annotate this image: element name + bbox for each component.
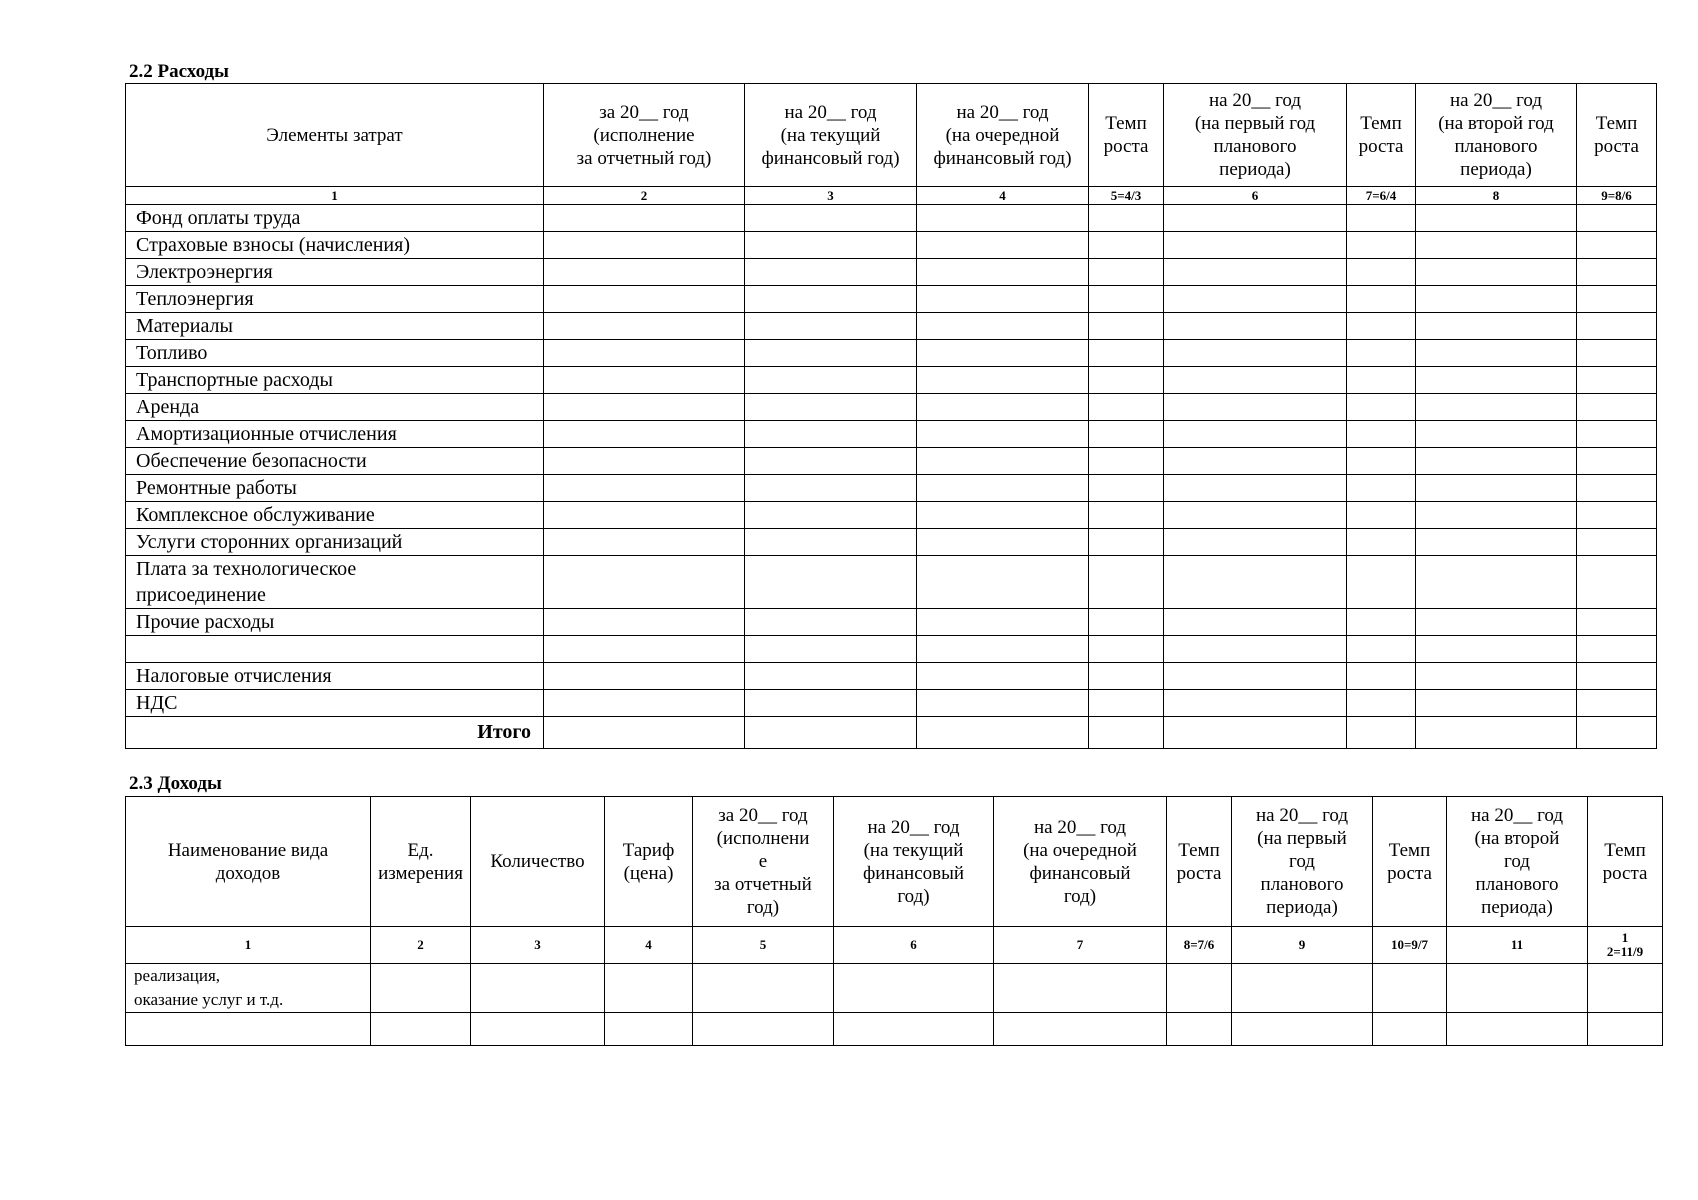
column-header: Темп роста [1089, 84, 1164, 187]
input-cell[interactable] [544, 689, 745, 716]
input-cell[interactable] [544, 475, 745, 502]
row-label: Амортизационные отчисления [126, 421, 544, 448]
row-label: Теплоэнергия [126, 286, 544, 313]
input-cell[interactable] [1416, 205, 1577, 232]
input-cell[interactable] [1447, 964, 1588, 1013]
table-row [126, 313, 1657, 340]
column-number: 2 [371, 927, 471, 964]
table-row [126, 286, 1657, 313]
input-cell[interactable] [544, 259, 745, 286]
input-cell[interactable] [1089, 636, 1164, 663]
table-row [126, 367, 1657, 394]
column-number: 7=6/4 [1347, 187, 1416, 205]
column-header: за 20__ год (исполнение за отчетный год) [544, 84, 745, 187]
table-row [126, 609, 1657, 636]
column-header: Темп роста [1167, 797, 1232, 927]
table-row [126, 340, 1657, 367]
input-cell[interactable] [1164, 205, 1347, 232]
total-cell[interactable] [745, 716, 917, 748]
input-cell[interactable] [994, 1013, 1167, 1046]
input-cell[interactable] [1416, 232, 1577, 259]
input-cell[interactable] [745, 609, 917, 636]
input-cell[interactable] [1347, 529, 1416, 556]
input-cell[interactable] [1347, 502, 1416, 529]
column-number: 1 [126, 927, 371, 964]
input-cell[interactable] [1089, 609, 1164, 636]
input-cell[interactable] [471, 964, 605, 1013]
column-header: на 20__ год (на очередной финансовый год) [917, 84, 1089, 187]
input-cell[interactable] [693, 964, 834, 1013]
input-cell[interactable] [1164, 556, 1347, 609]
table-row [126, 662, 1657, 689]
input-cell[interactable] [1089, 689, 1164, 716]
row-label: Фонд оплаты труда [126, 205, 544, 232]
row-label: Комплексное обслуживание [126, 502, 544, 529]
column-number: 7 [994, 927, 1167, 964]
input-cell[interactable] [1416, 340, 1577, 367]
input-cell[interactable] [1164, 259, 1347, 286]
input-cell[interactable] [1577, 609, 1657, 636]
input-cell[interactable] [1089, 421, 1164, 448]
column-header: на 20__ год (на первый год планового периода) [1232, 797, 1373, 927]
input-cell[interactable] [544, 421, 745, 448]
column-number: 9=8/6 [1577, 187, 1657, 205]
column-header: на 20__ год (на второй год планового периода) [1447, 797, 1588, 927]
input-cell[interactable] [1416, 502, 1577, 529]
input-cell[interactable] [1089, 313, 1164, 340]
input-cell[interactable] [605, 964, 693, 1013]
row-label: Аренда [126, 394, 544, 421]
input-cell[interactable] [917, 421, 1089, 448]
table-row [126, 636, 1657, 663]
input-cell[interactable] [544, 529, 745, 556]
row-label: Электроэнергия [126, 259, 544, 286]
column-number: 10=9/7 [1373, 927, 1447, 964]
input-cell[interactable] [371, 1013, 471, 1046]
column-header: Темп роста [1347, 84, 1416, 187]
input-cell[interactable] [544, 556, 745, 609]
input-cell[interactable] [1089, 475, 1164, 502]
input-cell[interactable] [745, 259, 917, 286]
column-number: 3 [471, 927, 605, 964]
input-cell[interactable] [745, 689, 917, 716]
row-label: Налоговые отчисления [126, 662, 544, 689]
input-cell[interactable] [1577, 313, 1657, 340]
column-header: на 20__ год (на очередной финансовый год) [994, 797, 1167, 927]
input-cell[interactable] [1089, 662, 1164, 689]
input-cell[interactable] [745, 529, 917, 556]
input-cell[interactable] [1164, 609, 1347, 636]
input-cell[interactable] [745, 367, 917, 394]
input-cell[interactable] [1416, 689, 1577, 716]
input-cell[interactable] [745, 475, 917, 502]
total-cell[interactable] [1577, 716, 1657, 748]
table-row [126, 475, 1657, 502]
input-cell[interactable] [1416, 313, 1577, 340]
input-cell[interactable] [917, 529, 1089, 556]
input-cell[interactable] [1089, 502, 1164, 529]
row-label: Ремонтные работы [126, 475, 544, 502]
table-row [126, 205, 1657, 232]
table-row [126, 421, 1657, 448]
column-header: на 20__ год (на первый год планового периода) [1164, 84, 1347, 187]
column-number: 8 [1416, 187, 1577, 205]
column-number: 6 [1164, 187, 1347, 205]
income-table [125, 796, 1663, 1046]
expenses-table [125, 83, 1657, 749]
row-label: Топливо [126, 340, 544, 367]
row-label: Страховые взносы (начисления) [126, 232, 544, 259]
input-cell[interactable] [471, 1013, 605, 1046]
input-cell[interactable] [1577, 662, 1657, 689]
input-cell[interactable] [1089, 394, 1164, 421]
row-label: реализация, оказание услуг и т.д. [126, 964, 371, 1013]
input-cell[interactable] [1416, 636, 1577, 663]
input-cell[interactable] [544, 448, 745, 475]
input-cell[interactable] [1347, 340, 1416, 367]
column-number: 9 [1232, 927, 1373, 964]
input-cell[interactable] [745, 662, 917, 689]
column-header: на 20__ год (на второй год планового периода) [1416, 84, 1577, 187]
input-cell[interactable] [1347, 367, 1416, 394]
row-label: Обеспечение безопасности [126, 448, 544, 475]
input-cell[interactable] [544, 367, 745, 394]
input-cell[interactable] [1577, 421, 1657, 448]
input-cell[interactable] [1416, 286, 1577, 313]
input-cell[interactable] [1577, 232, 1657, 259]
input-cell[interactable] [544, 502, 745, 529]
input-cell[interactable] [1373, 1013, 1447, 1046]
column-number: 4 [605, 927, 693, 964]
total-label: Итого [126, 716, 544, 748]
input-cell[interactable] [1577, 556, 1657, 609]
column-number: 4 [917, 187, 1089, 205]
table-row [126, 394, 1657, 421]
column-number: 5=4/3 [1089, 187, 1164, 205]
input-cell[interactable] [1577, 259, 1657, 286]
column-header: Количество [471, 797, 605, 927]
input-cell[interactable] [1447, 1013, 1588, 1046]
row-label: Плата за технологическое присоединение [126, 556, 544, 609]
input-cell[interactable] [1089, 556, 1164, 609]
expenses-section-title: 2.2 Расходы [129, 61, 229, 82]
row-label: Материалы [126, 313, 544, 340]
input-cell[interactable] [917, 259, 1089, 286]
column-header: за 20__ год (исполнени е за отчетный год) [693, 797, 834, 927]
column-header: Тариф (цена) [605, 797, 693, 927]
input-cell[interactable] [1164, 689, 1347, 716]
input-cell[interactable] [745, 340, 917, 367]
row-label: Прочие расходы [126, 609, 544, 636]
input-cell[interactable] [1347, 636, 1416, 663]
input-cell[interactable] [1347, 475, 1416, 502]
input-cell[interactable] [917, 636, 1089, 663]
column-header: Темп роста [1373, 797, 1447, 927]
input-cell[interactable] [1577, 529, 1657, 556]
input-cell[interactable] [1416, 259, 1577, 286]
input-cell[interactable] [1347, 259, 1416, 286]
total-row [126, 716, 1657, 748]
input-cell[interactable] [1577, 636, 1657, 663]
input-cell[interactable] [544, 662, 745, 689]
column-header: Элементы затрат [126, 84, 544, 187]
column-number-row [126, 927, 1663, 964]
input-cell[interactable] [1416, 367, 1577, 394]
total-cell[interactable] [1089, 716, 1164, 748]
total-cell[interactable] [917, 716, 1089, 748]
input-cell[interactable] [1416, 475, 1577, 502]
input-cell[interactable] [1416, 609, 1577, 636]
input-cell[interactable] [917, 556, 1089, 609]
input-cell[interactable] [1588, 964, 1663, 1013]
input-cell[interactable] [1577, 448, 1657, 475]
input-cell[interactable] [1347, 394, 1416, 421]
input-cell[interactable] [1416, 394, 1577, 421]
input-cell[interactable] [745, 502, 917, 529]
input-cell[interactable] [1164, 421, 1347, 448]
input-cell[interactable] [1416, 529, 1577, 556]
table-row [126, 556, 1657, 609]
input-cell[interactable] [1164, 529, 1347, 556]
input-cell[interactable] [1347, 556, 1416, 609]
column-number: 2 [544, 187, 745, 205]
input-cell[interactable] [1164, 394, 1347, 421]
input-cell[interactable] [917, 340, 1089, 367]
input-cell[interactable] [1164, 286, 1347, 313]
input-cell[interactable] [544, 636, 745, 663]
input-cell[interactable] [745, 394, 917, 421]
input-cell[interactable] [1347, 662, 1416, 689]
input-cell[interactable] [1089, 529, 1164, 556]
input-cell[interactable] [1089, 286, 1164, 313]
input-cell[interactable] [1416, 421, 1577, 448]
input-cell[interactable] [745, 313, 917, 340]
input-cell[interactable] [371, 964, 471, 1013]
input-cell[interactable] [544, 286, 745, 313]
input-cell[interactable] [1347, 421, 1416, 448]
column-number: 6 [834, 927, 994, 964]
input-cell[interactable] [1164, 367, 1347, 394]
input-cell[interactable] [1089, 232, 1164, 259]
table-row [126, 232, 1657, 259]
input-cell[interactable] [745, 421, 917, 448]
input-cell[interactable] [1577, 205, 1657, 232]
column-header: Ед. измерения [371, 797, 471, 927]
input-cell[interactable] [693, 1013, 834, 1046]
income-section-title: 2.3 Доходы [129, 773, 222, 794]
table-row [126, 448, 1657, 475]
input-cell[interactable] [745, 556, 917, 609]
column-header: Темп роста [1577, 84, 1657, 187]
input-cell[interactable] [1577, 689, 1657, 716]
input-cell[interactable] [1577, 502, 1657, 529]
input-cell[interactable] [544, 609, 745, 636]
input-cell[interactable] [1164, 475, 1347, 502]
input-cell[interactable] [745, 232, 917, 259]
column-number: 11 [1447, 927, 1588, 964]
column-number: 3 [745, 187, 917, 205]
row-label: Транспортные расходы [126, 367, 544, 394]
row-label: НДС [126, 689, 544, 716]
input-cell[interactable] [1416, 448, 1577, 475]
input-cell[interactable] [1416, 662, 1577, 689]
input-cell[interactable] [917, 205, 1089, 232]
input-cell[interactable] [745, 205, 917, 232]
row-label [126, 1013, 371, 1046]
input-cell[interactable] [544, 313, 745, 340]
input-cell[interactable] [1167, 1013, 1232, 1046]
column-number-row [126, 187, 1657, 205]
input-cell[interactable] [1232, 1013, 1373, 1046]
input-cell[interactable] [917, 689, 1089, 716]
input-cell[interactable] [544, 394, 745, 421]
column-number: 8=7/6 [1167, 927, 1232, 964]
input-cell[interactable] [1588, 1013, 1663, 1046]
input-cell[interactable] [917, 502, 1089, 529]
input-cell[interactable] [1577, 367, 1657, 394]
input-cell[interactable] [917, 448, 1089, 475]
input-cell[interactable] [917, 475, 1089, 502]
input-cell[interactable] [994, 964, 1167, 1013]
table-row [126, 259, 1657, 286]
column-header: Темп роста [1588, 797, 1663, 927]
input-cell[interactable] [1164, 636, 1347, 663]
input-cell[interactable] [1373, 964, 1447, 1013]
input-cell[interactable] [917, 286, 1089, 313]
input-cell[interactable] [605, 1013, 693, 1046]
input-cell[interactable] [1577, 286, 1657, 313]
column-header: на 20__ год (на текущий финансовый год) [834, 797, 994, 927]
input-cell[interactable] [1232, 964, 1373, 1013]
input-cell[interactable] [745, 636, 917, 663]
input-cell[interactable] [544, 340, 745, 367]
input-cell[interactable] [1167, 964, 1232, 1013]
table-row [126, 529, 1657, 556]
input-cell[interactable] [1089, 259, 1164, 286]
column-header: на 20__ год (на текущий финансовый год) [745, 84, 917, 187]
input-cell[interactable] [745, 286, 917, 313]
input-cell[interactable] [1164, 313, 1347, 340]
input-cell[interactable] [1347, 205, 1416, 232]
column-number: 1 2=11/9 [1588, 927, 1663, 964]
input-cell[interactable] [1416, 556, 1577, 609]
input-cell[interactable] [745, 448, 917, 475]
input-cell[interactable] [917, 394, 1089, 421]
input-cell[interactable] [544, 205, 745, 232]
input-cell[interactable] [1164, 448, 1347, 475]
input-cell[interactable] [1577, 340, 1657, 367]
column-number: 1 [126, 187, 544, 205]
input-cell[interactable] [1577, 394, 1657, 421]
input-cell[interactable] [1347, 286, 1416, 313]
input-cell[interactable] [1089, 448, 1164, 475]
input-cell[interactable] [834, 1013, 994, 1046]
table-row [126, 689, 1657, 716]
input-cell[interactable] [1089, 340, 1164, 367]
table-row [126, 1013, 1663, 1046]
row-label: Услуги сторонних организаций [126, 529, 544, 556]
total-cell[interactable] [1347, 716, 1416, 748]
total-cell[interactable] [544, 716, 745, 748]
header-row [126, 797, 1663, 927]
input-cell[interactable] [1347, 448, 1416, 475]
input-cell[interactable] [1347, 609, 1416, 636]
input-cell[interactable] [834, 964, 994, 1013]
input-cell[interactable] [917, 367, 1089, 394]
input-cell[interactable] [917, 313, 1089, 340]
input-cell[interactable] [917, 232, 1089, 259]
header-row [126, 84, 1657, 187]
input-cell[interactable] [1577, 475, 1657, 502]
total-cell[interactable] [1164, 716, 1347, 748]
input-cell[interactable] [544, 232, 745, 259]
table-row [126, 502, 1657, 529]
input-cell[interactable] [917, 662, 1089, 689]
column-header: Наименование вида доходов [126, 797, 371, 927]
input-cell[interactable] [1089, 205, 1164, 232]
table-row [126, 964, 1663, 1013]
column-number: 5 [693, 927, 834, 964]
row-label [126, 636, 544, 663]
input-cell[interactable] [1089, 367, 1164, 394]
input-cell[interactable] [1164, 340, 1347, 367]
input-cell[interactable] [1347, 232, 1416, 259]
input-cell[interactable] [1164, 662, 1347, 689]
total-cell[interactable] [1416, 716, 1577, 748]
input-cell[interactable] [1347, 313, 1416, 340]
input-cell[interactable] [1347, 689, 1416, 716]
input-cell[interactable] [1164, 232, 1347, 259]
input-cell[interactable] [1164, 502, 1347, 529]
input-cell[interactable] [917, 609, 1089, 636]
